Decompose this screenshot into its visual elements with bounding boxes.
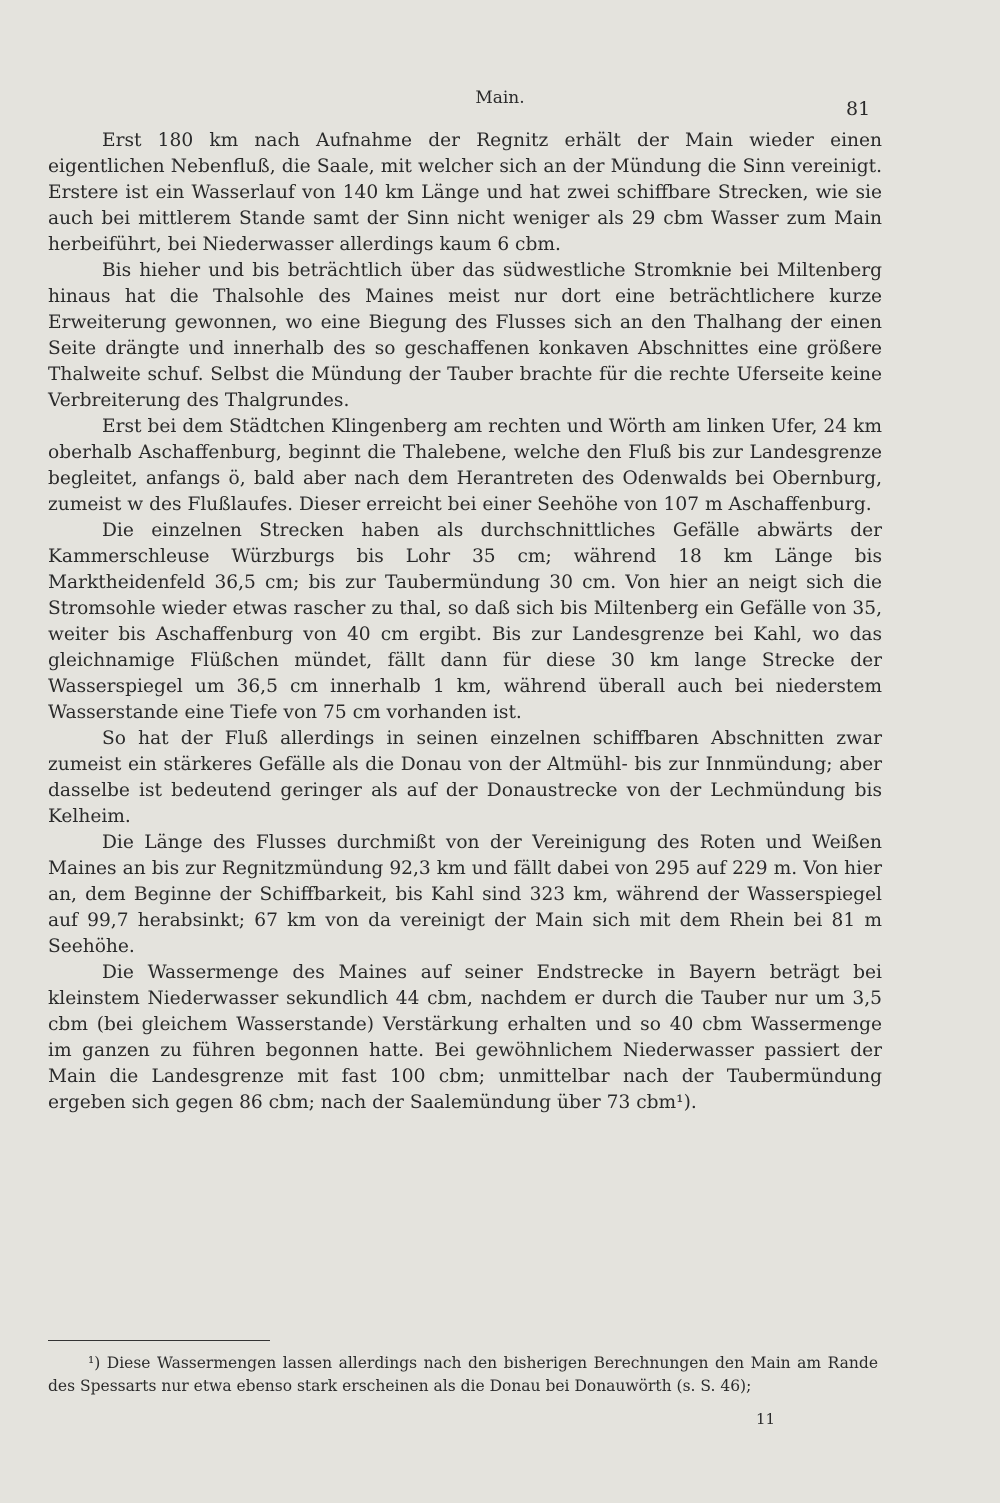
paragraph-4: Die einzelnen Strecken haben als durchschnittliches Gefälle abwärts der Kammerschleuse Würzburgs bis Lohr 35 cm; während 18 km Länge bis Marktheidenfeld 36,5 cm; bis zur Taubermündung 30 cm. Von hier an neigt sich die Stromsohle wieder etwas rascher zu thal, so daß sich bis Miltenberg ein Gefälle von 35, weiter bis Aschaffenburg von 40 cm ergibt. Bis zur Landesgrenze bei Kahl, wo das gleichnamige Flüßchen mündet, fällt dann für diese 30 km lange Strecke der Wasserspiegel um 36,5 cm innerhalb 1 km, während überall auch bei niederstem Wasserstande eine Tiefe von 75 cm vorhanden ist.	[48, 520, 882, 723]
body-text	[48, 128, 882, 1116]
running-title: Main.	[475, 88, 525, 108]
page-number: 81	[846, 98, 871, 120]
paragraph-2: Bis hieher und bis beträchtlich über das südwestliche Stromknie bei Miltenberg hinaus hat die Thalsohle des Maines meist nur dort eine beträchtlichere kurze Erweiterung gewonnen, wo eine Biegung des Flusses sich an den Thalhang der einen Seite drängte und innerhalb des so geschaffenen konkaven Abschnittes eine größere Thalweite schuf. Selbst die Mündung der Tauber brachte für die rechte Uferseite keine Verbreiterung des Thalgrundes.	[48, 260, 882, 411]
signature-mark: 11	[756, 1410, 776, 1428]
footnotes	[48, 1352, 878, 1398]
paragraph-3: Erst bei dem Städtchen Klingenberg am rechten und Wörth am linken Ufer, 24 km oberhalb Aschaffenburg, beginnt die Thalebene, welche den Fluß bis zur Landesgrenze begleitet, anfangs ö, bald aber nach dem Herantreten des Odenwalds bei Obernburg, zumeist w des Flußlaufes. Dieser erreicht bei einer Seehöhe von 107 m Aschaffenburg.	[48, 416, 882, 515]
footnote-1: ¹) Diese Wassermengen lassen allerdings nach den bisherigen Berechnungen den Main am Rande des Spessarts nur etwa ebenso stark erscheinen als die Donau bei Donauwörth (s. S. 46);	[48, 1354, 878, 1395]
paragraph-1: Erst 180 km nach Aufnahme der Regnitz erhält der Main wieder einen eigentlichen Nebenfluß, die Saale, mit welcher sich an der Mündung die Sinn vereinigt. Erstere ist ein Wasserlauf von 140 km Länge und hat zwei schiffbare Strecken, wie sie auch bei mittlerem Stande samt der Sinn nicht weniger als 29 cbm Wasser zum Main herbeiführt, bei Niederwasser allerdings kaum 6 cbm.	[48, 130, 882, 255]
footnote-divider	[48, 1340, 270, 1341]
paragraph-7: Die Wassermenge des Maines auf seiner Endstrecke in Bayern beträgt bei kleinstem Niederwasser sekundlich 44 cbm, nachdem er durch die Tauber nur um 3,5 cbm (bei gleichem Wasserstande) Verstärkung erhalten und so 40 cbm Wassermenge im ganzen zu führen begonnen hatte. Bei gewöhnlichem Niederwasser passiert der Main die Landesgrenze mit fast 100 cbm; unmittelbar nach der Taubermündung ergeben sich gegen 86 cbm; nach der Saalemündung über 73 cbm¹).	[48, 962, 882, 1113]
paragraph-5: So hat der Fluß allerdings in seinen einzelnen schiffbaren Abschnitten zwar zumeist ein stärkeres Gefälle als die Donau von der Altmühl- bis zur Innmündung; aber dasselbe ist bedeutend geringer als auf der Donaustrecke von der Lechmündung bis Kelheim.	[48, 728, 882, 827]
paragraph-6: Die Länge des Flusses durchmißt von der Vereinigung des Roten und Weißen Maines an bis zur Regnitzmündung 92,3 km und fällt dabei von 295 auf 229 m. Von hier an, dem Beginne der Schiffbarkeit, bis Kahl sind 323 km, während der Wasserspiegel auf 99,7 herabsinkt; 67 km von da vereinigt der Main sich mit dem Rhein bei 81 m Seehöhe.	[48, 832, 882, 957]
